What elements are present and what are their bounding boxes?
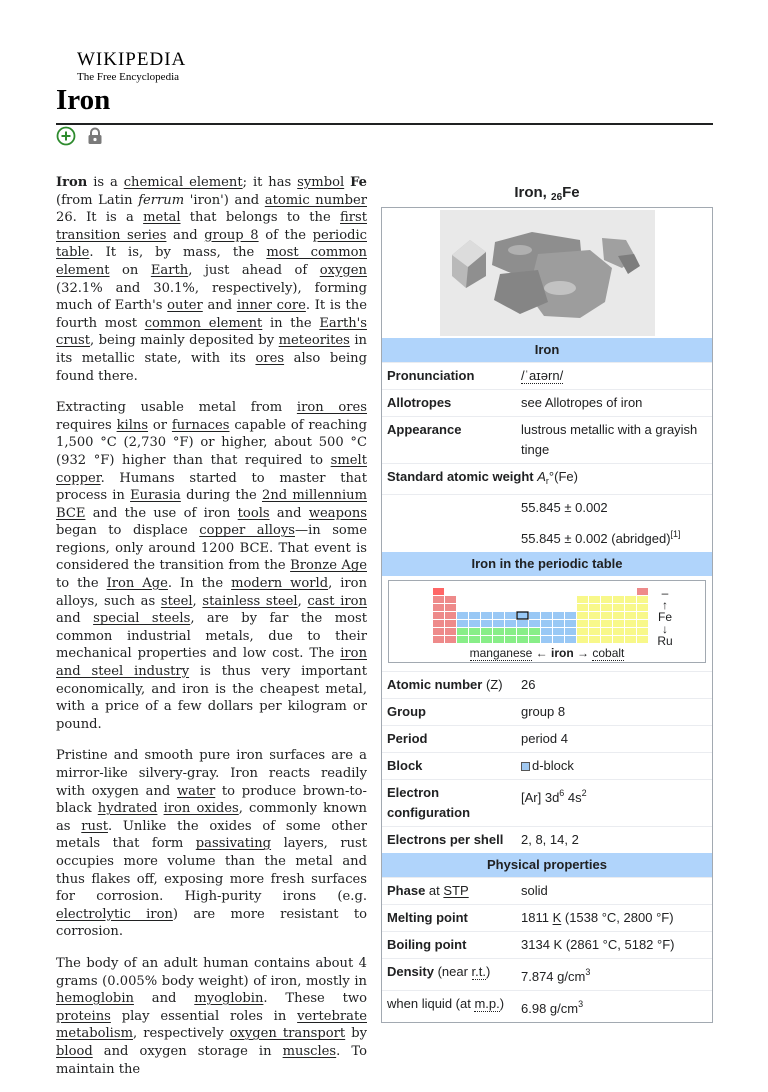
periodic-cell [637, 588, 648, 595]
link[interactable]: symbol [297, 175, 345, 190]
periodic-cell [637, 628, 648, 635]
row-value: 7.874 $g/cm^3$ [521, 967, 591, 984]
link[interactable]: first transition series [56, 210, 367, 243]
page-tools [56, 126, 105, 146]
periodic-cell [613, 636, 624, 643]
periodic-cell [529, 620, 540, 627]
row-label[interactable]: Standard atomic weight $A_r^\circ(Fe)$ [387, 469, 578, 486]
periodic-cell-f [493, 636, 504, 643]
page-title: Iron [56, 84, 111, 116]
link[interactable]: proteins [56, 1008, 111, 1024]
bold-term: Iron [56, 175, 88, 190]
periodic-cell [625, 620, 636, 627]
periodic-cell [637, 636, 648, 643]
periodic-cell [613, 604, 624, 611]
lock-icon[interactable] [85, 126, 105, 146]
link[interactable]: hydrated [97, 801, 158, 817]
link[interactable]: periodic table [56, 227, 367, 261]
block-link[interactable]: d-block [532, 758, 574, 773]
infobox-row-allotropes [382, 389, 712, 416]
periodic-cell [433, 636, 444, 643]
infobox-row-phase: Phase at STP solid [382, 877, 712, 904]
link[interactable]: oxygen transport [229, 1026, 346, 1042]
infobox-row-electron-config [382, 779, 712, 826]
periodic-cell [613, 596, 624, 603]
below-element-link[interactable]: Ru [657, 634, 673, 648]
periodic-cell-selected [517, 612, 528, 619]
periodic-cell [577, 628, 588, 635]
stp-link[interactable]: STP [443, 883, 469, 898]
periodic-cell [589, 612, 600, 619]
intro-paragraph: Iron is a chemical element; it has symbol Fe (from Latin ferrum 'iron') and atomic number 26. It is a metal that belongs to the first transition series and group 8 of the periodic table. It is, by mass, the most common element on Earth, just ahead of oxygen (32.1% and 30.1%, respectively), forming much of Earth's outer and inner core. It is the fourth most common element in the Earth's crust, being mainly deposited by meteorites in its metallic state, with its ores also being found there. [56, 175, 368, 384]
periodic-cell-f [529, 628, 540, 635]
link[interactable]: common element [144, 315, 263, 331]
periodic-cell [625, 596, 636, 603]
periodic-cell-f [457, 628, 468, 635]
reference-link[interactable]: [1] [670, 529, 681, 539]
link[interactable]: blood [56, 1043, 93, 1059]
periodic-cell [541, 620, 552, 627]
periodic-neighbors: – ↑ Fe ↓ Ru [654, 587, 676, 647]
periodic-cell [601, 604, 612, 611]
periodic-cell-f [457, 636, 468, 643]
periodic-cell-f [469, 636, 480, 643]
periodic-cell [625, 604, 636, 611]
bold-symbol: Fe [350, 175, 368, 190]
periodic-cell-f [517, 628, 528, 635]
periodic-cell [577, 620, 588, 627]
allotropes-link[interactable]: see Allotropes of iron [521, 395, 643, 410]
periodic-cell [589, 620, 600, 627]
row-value: lustrous metallic with a grayish tinge [521, 422, 698, 457]
row-label: Electron configuration [387, 785, 471, 820]
periodic-cell-f [469, 628, 480, 635]
row-value: 3134 K (2861 °C, 5182 °F) [521, 937, 675, 952]
periodic-table-header: Iron in the periodic table [382, 552, 712, 576]
link[interactable]: electrolytic iron [56, 906, 173, 922]
periodic-cell [625, 628, 636, 635]
link[interactable]: group 8 [204, 227, 259, 243]
infobox-row-group [382, 698, 712, 725]
row-value: 6.98 $g/cm^3$ [521, 999, 584, 1016]
link[interactable]: Earth [150, 262, 189, 278]
link[interactable]: tools [237, 505, 270, 521]
periodic-cell-f [505, 636, 516, 643]
infobox-row-block [382, 752, 712, 779]
periodic-cell [517, 620, 528, 627]
room-temp-abbr[interactable]: r.t. [471, 964, 486, 979]
link[interactable]: hemoglobin [56, 991, 134, 1007]
row-label: Group [387, 704, 426, 719]
link[interactable]: Eurasia [130, 488, 181, 504]
kelvin-link[interactable]: K [552, 910, 562, 925]
block-color-swatch [521, 762, 530, 771]
periodic-cell [553, 636, 564, 643]
periodic-cell [565, 636, 576, 643]
infobox-row-electrons-per-shell [382, 826, 712, 853]
periodic-cell [613, 628, 624, 635]
periodic-cell [529, 612, 540, 619]
periodic-cell [601, 596, 612, 603]
periodic-cell [445, 636, 456, 643]
logo-subtitle: The Free Encyclopedia [77, 71, 180, 83]
periodic-cell [469, 620, 480, 627]
link[interactable]: metal [143, 210, 181, 226]
pronunciation-link[interactable]: /ˈaɪərn/ [521, 368, 564, 383]
add-circle-icon[interactable] [56, 126, 76, 146]
link[interactable]: outer [167, 298, 203, 314]
infobox-row-melting-point [382, 904, 712, 931]
prev-element-link[interactable]: manganese [469, 646, 533, 660]
link[interactable]: Iron Age [106, 576, 168, 592]
row-label: Block [387, 758, 423, 773]
article-body [56, 174, 367, 1092]
periodic-cell [577, 636, 588, 643]
row-label: Pronunciation [387, 368, 475, 383]
link[interactable]: stainless steel [202, 593, 298, 609]
link[interactable]: muscles [282, 1043, 337, 1059]
periodic-cell [589, 628, 600, 635]
history-paragraph: Extracting usable metal from iron ores requires kilns or furnaces capable of reaching 1,500 °C (2,730 °F) or higher, about 500 °C (932 °F) higher than that required to smelt copper. Humans started to master that process in Eurasia during the 2nd millennium BCE and the use of iron tools and weapons began to displace copper alloys—in some regions, only around 1200 BCE. That event is considered the transition from the Bronze Age to the Iron Age. In the modern world, iron alloys, such as steel, stainless steel, cast iron and special steels, are by far the most common industrial metals, due to their mechanical properties and low cost. The iron and steel industry is thus very important economically, and iron is the cheapest metal, with a price of a few dollars per kilogram or pound. [56, 400, 368, 732]
infobox-row-density: Density (near r.t.) 7.874 $g/cm^3$ [382, 958, 712, 990]
infobox-row-liquid-density: when liquid (at m.p.) 6.98 $g/cm^3$ [382, 990, 712, 1022]
infobox-row-weight-value [382, 494, 712, 521]
infobox-row-weight-abridged [382, 521, 712, 552]
periodic-cell [445, 596, 456, 603]
periodic-cell [433, 588, 444, 595]
periodic-cell [565, 620, 576, 627]
infobox-row-atomic-weight [382, 463, 712, 494]
infobox-section-header: Iron [382, 338, 712, 362]
link[interactable]: copper alloys [199, 523, 295, 539]
row-value: 55.845 ± 0.002 [521, 500, 608, 515]
periodic-cell [613, 620, 624, 627]
periodic-cell [481, 612, 492, 619]
periodic-cell [637, 596, 648, 603]
periodic-cell [433, 628, 444, 635]
row-label[interactable]: Boiling point [387, 937, 467, 952]
row-value: solid [521, 883, 548, 898]
periodic-cell [625, 612, 636, 619]
link[interactable]: steel [160, 593, 193, 609]
link[interactable]: weapons [308, 505, 368, 521]
link[interactable]: water [176, 783, 216, 799]
periodic-table-grid[interactable] [433, 588, 649, 646]
title-divider [56, 123, 713, 125]
link[interactable]: chemical element [123, 175, 243, 190]
group-link[interactable]: group 8 [521, 704, 566, 719]
infobox-row-atomic-number: Atomic number (Z) 26 [382, 671, 712, 698]
infobox-row-period [382, 725, 712, 752]
periodic-cell [553, 620, 564, 627]
periodic-cell [445, 620, 456, 627]
period-link[interactable]: period 4 [521, 731, 568, 746]
logo-title: WIKIPEDIA [77, 49, 187, 70]
row-label: Period [387, 731, 428, 746]
periodic-cell [469, 612, 480, 619]
row-label: Appearance [387, 422, 462, 437]
link[interactable]: iron oxides [163, 801, 239, 817]
biology-paragraph: The body of an adult human contains about 4 grams (0.005% body weight) of iron, mostly in hemoglobin and myoglobin. These two proteins play essential roles in vertebrate metabolism, respectively oxygen transport by blood and oxygen storage in muscles. To maintain the [56, 955, 368, 1077]
periodic-cell [565, 612, 576, 619]
row-value: 55.845 ± 0.002 (abridged) [521, 531, 671, 546]
row-value: [Ar] $3d^6$ $4s^2$ [521, 788, 587, 805]
periodic-cell [505, 620, 516, 627]
row-label: Allotropes [387, 395, 452, 410]
wikipedia-logo[interactable] [77, 50, 186, 83]
link[interactable]: vertebrate [297, 1008, 367, 1024]
infobox-row-appearance [382, 416, 712, 463]
periodic-cell [493, 620, 504, 627]
periodic-cell [481, 620, 492, 627]
row-value: 2, 8, 14, 2 [521, 832, 579, 847]
row-value: 26 [521, 677, 536, 692]
link[interactable]: passivating [195, 836, 272, 852]
link[interactable]: oxygen [319, 262, 367, 278]
periodic-cell [433, 604, 444, 611]
link[interactable]: cast iron [307, 593, 367, 609]
periodic-cell [457, 612, 468, 619]
periodic-cell [637, 612, 648, 619]
italic-term: ferrum [138, 192, 185, 208]
next-element-link[interactable]: cobalt [592, 646, 625, 660]
periodic-cell-f [481, 636, 492, 643]
periodic-cell [577, 604, 588, 611]
periodic-cell [637, 604, 648, 611]
periodic-cell [553, 612, 564, 619]
periodic-cell [601, 628, 612, 635]
physical-properties-header: Physical properties [382, 853, 712, 877]
periodic-cell-f [529, 636, 540, 643]
periodic-cell [541, 628, 552, 635]
infobox-caption: Iron, $_{26}$Fe [514, 184, 580, 203]
periodic-cell [433, 596, 444, 603]
link[interactable]: inner core [236, 298, 306, 314]
infobox-row-boiling-point [382, 931, 712, 958]
periodic-cell [541, 636, 552, 643]
melting-point-abbr[interactable]: m.p. [474, 996, 500, 1011]
periodic-cell [505, 612, 516, 619]
periodic-cell [565, 628, 576, 635]
periodic-cell [553, 628, 564, 635]
link[interactable]: modern world [231, 576, 329, 592]
iron-sample-image[interactable] [440, 210, 655, 336]
link[interactable]: meteorites [278, 333, 350, 349]
infobox [381, 178, 713, 1023]
periodic-cell-f [481, 628, 492, 635]
periodic-cell [577, 596, 588, 603]
periodic-cell [625, 636, 636, 643]
element-symbol: Fe [657, 610, 672, 624]
link[interactable]: atomic number [264, 192, 367, 208]
link[interactable]: most common element [56, 245, 367, 278]
link[interactable]: smelt [330, 452, 367, 468]
link[interactable]: myoglobin [194, 991, 264, 1007]
link[interactable]: Earth's crust [56, 315, 367, 349]
periodic-cell [589, 596, 600, 603]
periodic-cell [433, 612, 444, 619]
periodic-cell [577, 612, 588, 619]
periodic-cell [601, 612, 612, 619]
periodic-cell [589, 604, 600, 611]
periodic-cell [445, 612, 456, 619]
periodic-cell [445, 604, 456, 611]
periodic-cell [637, 620, 648, 627]
periodic-cell [613, 612, 624, 619]
infobox-row-pronunciation [382, 362, 712, 389]
row-label: Electrons per shell [387, 832, 504, 847]
periodic-cell [445, 628, 456, 635]
link[interactable]: iron ores [296, 400, 367, 416]
periodic-nav: manganese ← iron → cobalt [469, 646, 625, 660]
periodic-cell [601, 636, 612, 643]
periodic-cell [541, 612, 552, 619]
link[interactable]: Bronze Age [290, 558, 367, 574]
link[interactable]: special steels [93, 611, 191, 627]
periodic-table-widget [388, 580, 706, 663]
link[interactable]: copper [56, 470, 101, 486]
row-value: 1811 K (1538 °C, 2800 °F) [521, 910, 674, 925]
periodic-cell-f [493, 628, 504, 635]
periodic-cell-f [505, 628, 516, 635]
link[interactable]: iron and steel industry [56, 646, 367, 680]
periodic-cell [457, 620, 468, 627]
link[interactable]: 2nd millennium BCE [56, 488, 367, 521]
link[interactable]: ores [255, 350, 285, 366]
periodic-cell-f [517, 636, 528, 643]
link[interactable]: rust [81, 818, 108, 834]
row-label[interactable]: Melting point [387, 910, 468, 925]
properties-paragraph: Pristine and smooth pure iron surfaces are a mirror-like silvery-gray. Iron reacts readily with oxygen and water to produce brown-to-black hydrated iron oxides, commonly known as rust. Unlike the oxides of some other metals that form passivating layers, rust occupies more volume than the metal and thus flakes off, exposing more fresh surfaces for corrosion. High-purity irons (e.g. electrolytic iron) are more resistant to corrosion. [56, 748, 368, 940]
periodic-cell [433, 620, 444, 627]
periodic-cell [601, 620, 612, 627]
link[interactable]: kilns [116, 417, 149, 433]
link[interactable]: furnaces [171, 417, 230, 433]
periodic-cell [589, 636, 600, 643]
link[interactable]: metabolism [56, 1026, 134, 1042]
periodic-cell [493, 612, 504, 619]
